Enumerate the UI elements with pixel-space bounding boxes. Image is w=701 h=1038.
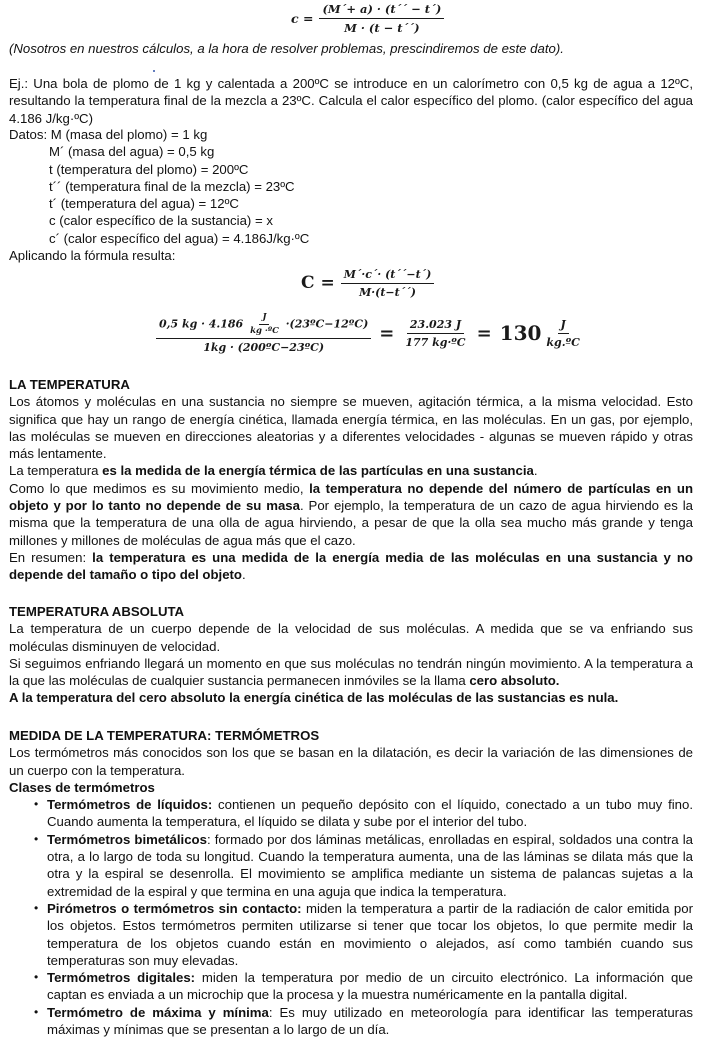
calc-unit-den: kg ·ºC	[250, 326, 279, 336]
datos-item: M (masa del plomo) = 1 kg	[50, 127, 208, 142]
result-value: 130	[499, 321, 542, 345]
item-text: contienen un pequeño depósito con el líquido, conectado a un tubo muy fino. Cuando aumenta la temperatura, el líquido se dilata y sube por el interior del tubo.	[47, 797, 693, 830]
paragraph	[9, 549, 693, 584]
bold-run: A la temperatura del cero absoluto la energía cinética de las moléculas de las sustancias es nula.	[9, 690, 619, 706]
text-run: La temperatura	[9, 463, 103, 479]
text-run: En resumen:	[9, 549, 93, 565]
datos-list	[9, 126, 309, 264]
list-item	[34, 796, 693, 831]
item-name: Termómetros de líquidos:	[47, 797, 213, 813]
stray-mark	[153, 70, 155, 72]
calculation	[156, 313, 583, 354]
section-title: LA TEMPERATURA	[9, 377, 130, 392]
calculation-main-fraction	[156, 313, 371, 354]
item-text: miden la temperatura por medio de un circuito electrónico. La información que captan es enviada a un microchip que la procesa y la muestra numéricamente en la pantalla digital.	[47, 970, 693, 1003]
calc-unit-fraction	[247, 313, 282, 336]
item-text: : Es muy utilizado en meteorología para identificar las temperaturas máximas y mínimas que se presentan a lo largo de un día.	[47, 1004, 694, 1038]
aplicando-text: Aplicando la fórmula resulta:	[9, 248, 176, 264]
section-title: MEDIDA DE LA TEMPERATURA: TERMÓMETROS	[9, 728, 320, 743]
equals-sign: =	[476, 323, 492, 344]
item-name: Pirómetros o termómetros sin contacto:	[47, 900, 302, 916]
calc-unit-num: J	[259, 313, 269, 325]
result-unit-fraction	[543, 318, 582, 349]
result-unit-den: kg.ºC	[546, 336, 580, 349]
datos-label: Datos:	[9, 127, 48, 142]
bullet-icon: •	[34, 900, 39, 915]
item-text: : formado por dos láminas metálicas, enrolladas en espiral, soldados una contra la otra, a lo largo de toda su longitud. Cuando la temperatura aumenta, una de las láminas se dilata más que la otra y la espiral se desenrolla. El movimiento se amplifica mediante un sistema de palancas sujetas a la extremidad de la espiral y que termina en una aguja que indica la temperatura.	[47, 831, 693, 899]
calculation-mid-fraction	[402, 318, 468, 349]
bold-run: la temperatura no depende del número de partículas en un objeto y por lo tanto no depende de su masa	[9, 480, 693, 514]
datos-item: t´ (temperatura del agua) = 12ºC	[49, 196, 239, 212]
list-item	[34, 900, 693, 969]
formula-general	[291, 2, 444, 35]
datos-item: t (temperatura del plomo) = 200ºC	[49, 161, 249, 177]
bold-run: la temperatura es una medida de la energía media de las moléculas en una sustancia y no depende del tamaño o tipo del objeto	[9, 549, 693, 583]
bullet-icon: •	[34, 970, 39, 985]
item-name: Termómetros bimetálicos	[47, 831, 207, 847]
text-run: .	[242, 567, 246, 583]
item-name: Termómetros digitales:	[47, 970, 196, 986]
formula-general-denominator: M · (t − t´´)	[344, 21, 420, 35]
section-termometros	[9, 727, 693, 1038]
item-name: Termómetro de máxima y mínima	[47, 1004, 269, 1020]
datos-row-0	[9, 126, 309, 143]
calculation-numerator	[156, 313, 371, 339]
example-statement: Ej.: Una bola de plomo de 1 kg y calentada a 200ºC se introduce en un calorímetro con 0,5 kg de agua a 12ºC, resultando la temperatura final de la mezcla a 23ºC. Calcula el calor específico del plomo. (calor específico del agua 4.186 J/kg·ºC)	[9, 76, 693, 126]
bold-run: es la medida de la energía térmica de las partículas en una sustancia	[102, 463, 534, 479]
section-temperatura	[9, 376, 693, 584]
datos-item: c (calor específico de la sustancia) = x	[49, 213, 273, 229]
datos-item: c´ (calor específico del agua) = 4.186J/kg·ºC	[49, 230, 310, 246]
formula-applied-lhs: C =	[301, 273, 335, 293]
subsection-title: Clases de termómetros	[9, 779, 155, 795]
datos-item: M´ (masa del agua) = 0,5 kg	[49, 144, 215, 160]
formula-applied-denominator: M·(t−t´´)	[359, 286, 416, 299]
text-run: . Por ejemplo, la temperatura de un cazo de agua hirviendo es la misma que la temperatura de una olla de agua hirviendo, a pesar de que la olla sea mucho más grande y tenga millones y millones de moléculas de agua más que el cazo.	[9, 498, 693, 548]
bold-run: cero absoluto.	[469, 673, 560, 689]
paragraph: Los átomos y moléculas en una sustancia no siempre se mueven, agitación térmica, a la misma velocidad. Esto significa que hay un rango de energía cinética, llamada energía térmica, en las moléculas. En un gas, por ejemplo, las moléculas se mueven en direcciones aleatorias y a diferentes velocidades - algunas se mueven rápido y otras más lentamente.	[9, 394, 693, 462]
formula-general-lhs: c =	[291, 10, 314, 26]
result-unit-num: J	[558, 318, 569, 334]
list-item	[34, 831, 693, 900]
formula-applied-fraction	[341, 268, 435, 299]
text-run: Como lo que medimos es su movimiento medio,	[9, 480, 310, 496]
bullet-icon: •	[34, 831, 39, 846]
bullet-icon: •	[34, 797, 39, 812]
paragraph	[9, 655, 693, 690]
formula-applied	[301, 268, 434, 299]
paragraph: La temperatura de un cuerpo depende de la velocidad de sus moléculas. A medida que se va enfriando sus moléculas disminuyen de velocidad.	[9, 621, 693, 654]
list-item	[34, 969, 693, 1004]
calc-mid-denominator: 177 kg·ºC	[405, 336, 466, 349]
thermometer-list	[9, 796, 693, 1038]
section-absoluta	[9, 603, 693, 707]
text-run: .	[533, 463, 538, 479]
paragraph	[9, 480, 693, 549]
calc-num-part2: ·(23ºC−12ºC)	[285, 317, 369, 331]
note-italic: (Nosotros en nuestros cálculos, a la hora de resolver problemas, prescindiremos de este dato).	[9, 41, 564, 56]
text-run: Si seguimos enfriando llegará un momento en que sus moléculas no tendrán ningún movimiento. A la temperatura a la que las moléculas de cualquier sustancia permanecen inmóviles se la llama	[9, 655, 693, 689]
paragraph	[9, 689, 693, 706]
item-text: miden la temperatura a partir de la radiación de calor emitida por los objetos. Estos termómetros permiten utilizarse si tener que tocar los objetos, lo que permite medir la temperatura de los objetos cuando están en movimiento o alejados, así como también cuando sus temperaturas son muy elevadas.	[47, 900, 693, 968]
bullet-icon: •	[34, 1004, 39, 1019]
equals-sign: =	[379, 323, 395, 344]
calc-num-part1: 0,5 kg · 4.186	[159, 317, 244, 331]
paragraph: Los termómetros más conocidos son los que se basan en la dilatación, es decir la variación de las dimensiones de un cuerpo con la temperatura.	[9, 745, 693, 778]
formula-applied-numerator: M´·c´· (t´´−t´)	[341, 268, 435, 284]
paragraph	[9, 462, 693, 479]
calculation-denominator: 1kg · (200ºC−23ºC)	[203, 341, 325, 354]
datos-item: t´´ (temperatura final de la mezcla) = 23ºC	[49, 178, 295, 194]
list-item	[34, 1004, 694, 1038]
section-title: TEMPERATURA ABSOLUTA	[9, 604, 185, 619]
formula-general-numerator: (M´+ a) · (t´´ − t´)	[319, 2, 444, 19]
formula-general-fraction	[319, 2, 444, 35]
calc-mid-numerator: 23.023 J	[407, 318, 464, 334]
